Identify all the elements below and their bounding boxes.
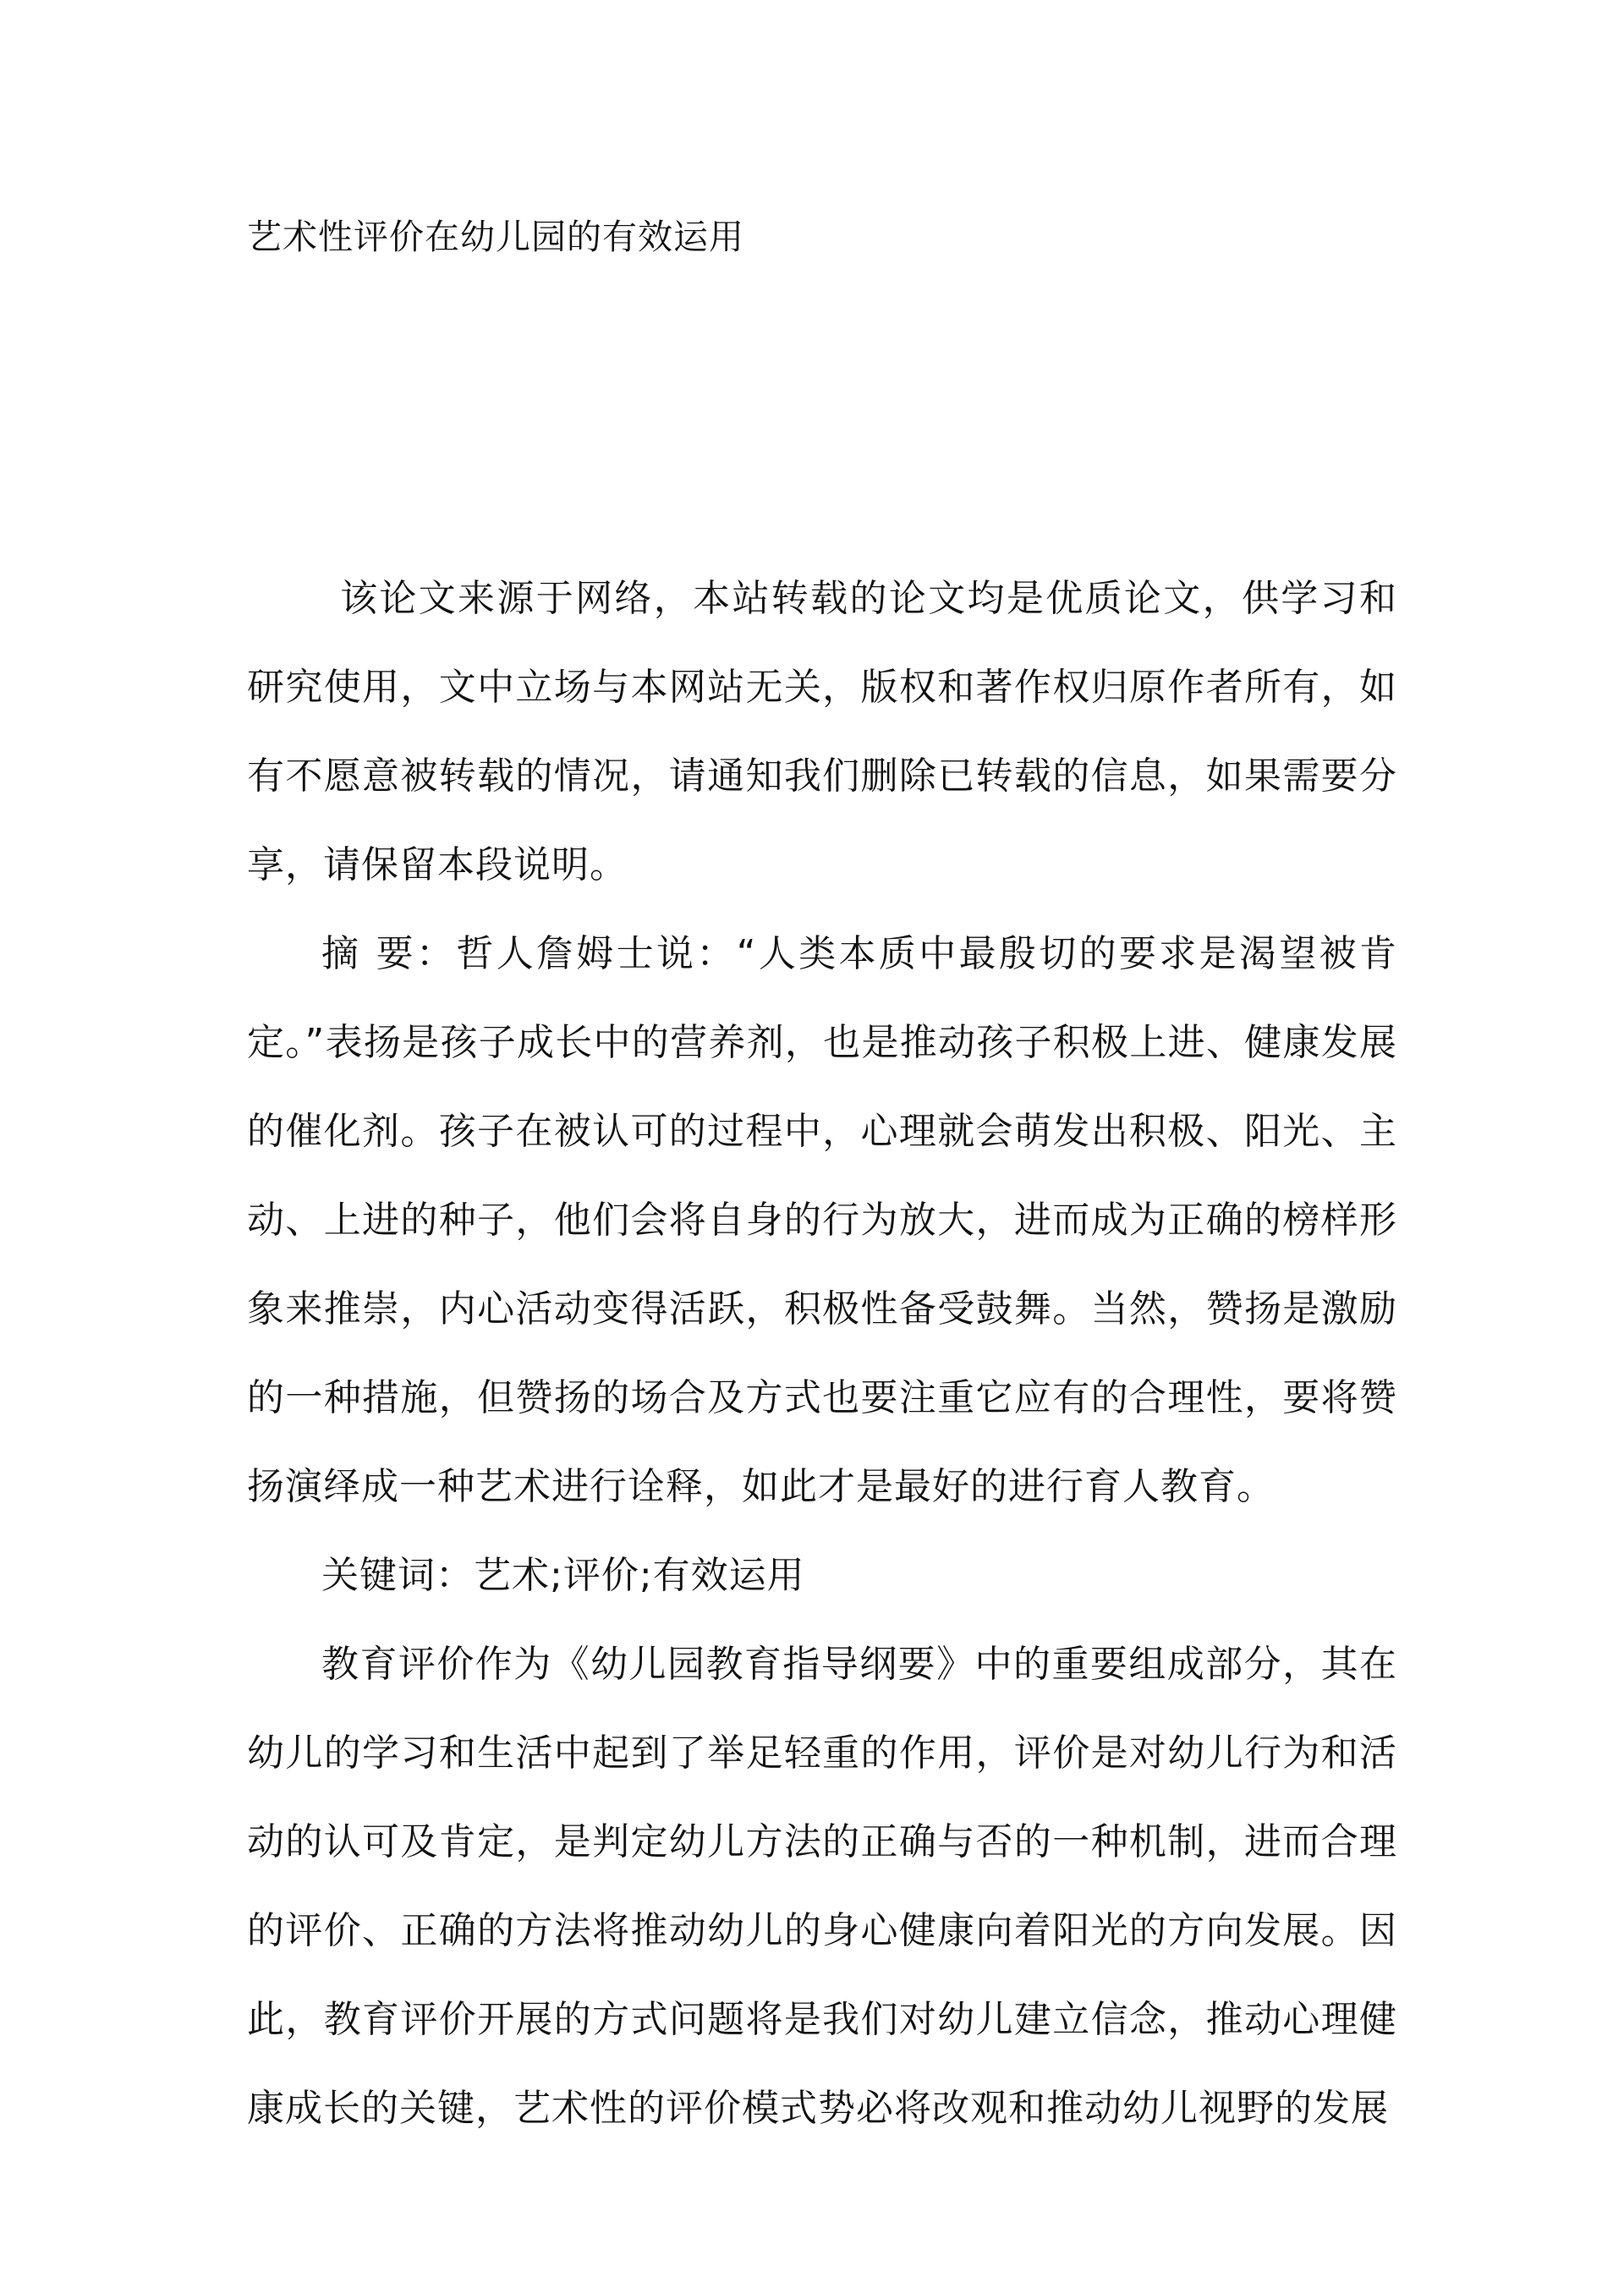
body-paragraph: 教育评价作为《幼儿园教育指导纲要》中的重要组成部分，其在幼儿的学习和生活中起到了举足轻重的作用，评价是对幼儿行为和活动的认可及肯定，是判定幼儿方法的正确与否的一种机制，进而合理的评价、正确的方法将推动幼儿的身心健康向着阳光的方向发展。因此，教育评价开展的方式问题将是我们对幼儿建立信念，推动心理健康成长的关键，艺术性的评价模式势必将改观和推动幼儿视野的发展 — [247, 1643, 1397, 2130]
document-title: 艺术性评价在幼儿园的有效运用 — [247, 217, 744, 257]
keywords-paragraph: 关键词：艺术;评价;有效运用 — [321, 1554, 805, 1597]
abstract-paragraph: 摘 要：哲人詹姆士说：“人类本质中最殷切的要求是渴望被肯定。”表扬是孩子成长中的营养剂，也是推动孩子积极上进、健康发展的催化剂。孩子在被认可的过程中，心理就会萌发出积极、阳光、主动、上进的种子，他们会将自身的行为放大，进而成为正确的榜样形象来推崇，内心活动变得活跃，积极性备受鼓舞。当然，赞扬是激励的一种措施，但赞扬的场合及方式也要注重它应有的合理性，要将赞扬演绎成一种艺术进行诠释，如此才是最好的进行育人教育。 — [247, 932, 1397, 1508]
copyright-notice-paragraph: 该论文来源于网络，本站转载的论文均是优质论文，供学习和研究使用，文中立场与本网站无关，版权和著作权归原作者所有，如有不愿意被转载的情况，请通知我们删除已转载的信息，如果需要分享，请保留本段说明。 — [247, 577, 1397, 886]
document-body — [247, 554, 1397, 2153]
